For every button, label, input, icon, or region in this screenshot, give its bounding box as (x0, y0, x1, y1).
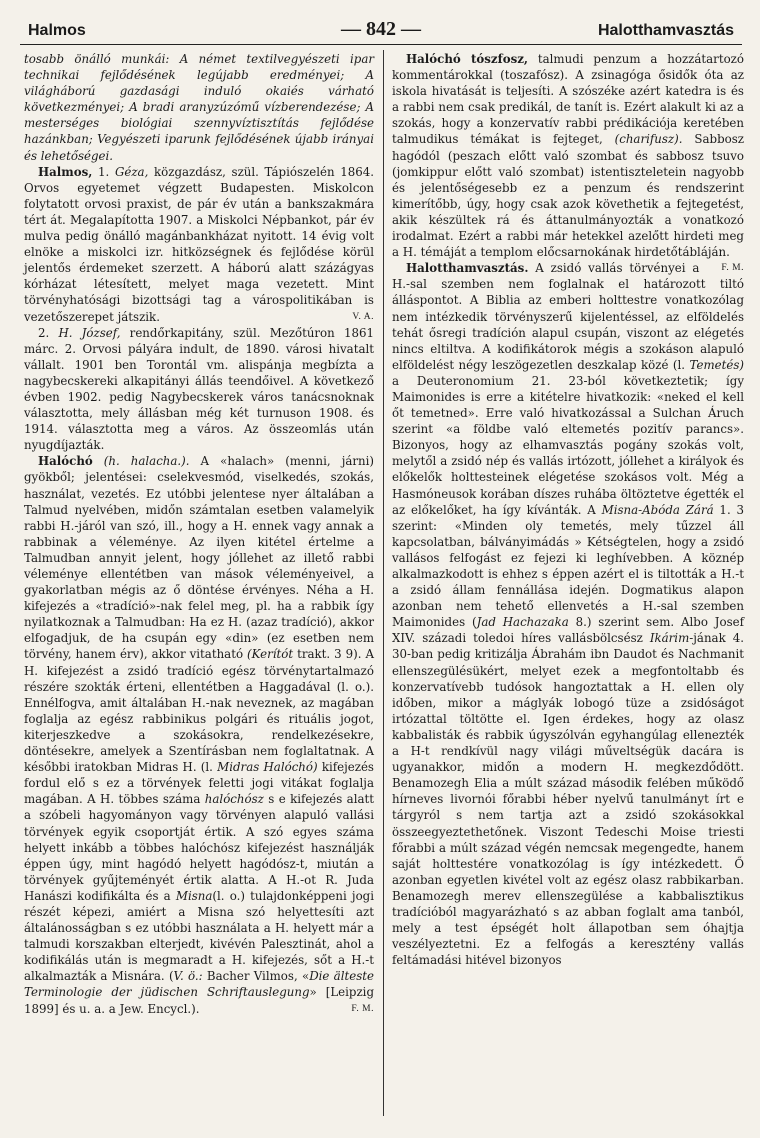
term: (charifusz). (614, 132, 683, 147)
book-title: Ikárim (649, 631, 690, 646)
entry-text: trakt. 3 9). A H. kifejezést a zsidó tradíció egész törvénytartalmazó részére szokták érteni, ellentétben a Haggadával (l. o.). Ennélfogva, amit általában H.-nak neveznek, az magában foglalja az egész rabbinikus polgári és rituális jogot, kiterjeszkedve a szokásokra, rendelkezésekre, döntésekre, amelyek a Szentírásban nem foglaltatnak. A későbbi iratokban Midras H. (l. (24, 647, 375, 775)
entry-text: Sabbosz hagódól (peszach előtt való szombat és sabbosz tsuvo (jomkippur előtt való szombat) istentiszteletein nagyobb és jelentőségesebb ez a penzum és rendszerint kimerítőbb, úgy, hogy csak azok követhetik a fejtegetést, akik készültek rá és áttanulmányozták a vonatkozó irodalmat. Ezért a rabbi már hetekkel azelőtt hirdeti meg a H. témáját a templom előcsarnokának hirdetőtábláján. (392, 132, 744, 260)
left-column (24, 51, 374, 1017)
entry-text: közgazdász, szül. Tápiószelén 1864. Orvos egyetemet végzett Budapesten. Miskolcon folytatott orvosi praxist, de pár év után a bankszakmára tért át. Megalapította 1907. a Miskolci Népbankot, pár év mulva pedig önálló magánbankházat nyitott. 14 évig volt elnöke a miskolci izr. hitközségnek és fejlődése körül jelentős érdemeket szerzett. A háború alatt százágyas kórházat létesített, melyet maga vezetett. Mint törvényhatósági bizottsági tag a várospolitikában is vezetőszerepet játszik. (24, 164, 374, 324)
author-signature: F. M. (351, 1003, 374, 1014)
entry-text: talmudi penzum a hozzátartozó kommentárokkal (toszafósz). A zsinagóga ősidők óta az iskola hivatását is teljesíti. A szószéke azért katedra is és a rabbi nem csak predikál, de tanít is. Ezért alakult ki az a szokás, hogy a konzervatív rabbi prédikációja keretében talmudikus témákat is fejteget, (392, 52, 744, 147)
reference: Jad Hachazaka (476, 615, 569, 630)
entry-text: A zsidó vallás törvényei a H.-sal szemben nem foglalnak el határozott tiltó álláspontot. A Biblia az emberi holttestre vonatkozólag nem intézkedik törvényszerű kijelentéssel, az elföldelés tehát ősregi tradíción alapul csupán, viszont az elégetés nincs eltiltva. A kodifikátorok mégis a szokáson alapuló elföldelést négy leszögezetlen deszkalap közé (l. (392, 261, 744, 372)
entry-halmos-geza (24, 164, 374, 325)
header-left-headword: Halmos (28, 22, 86, 39)
person-name: H. József, (58, 325, 121, 340)
headword: Halóchó (38, 454, 93, 469)
entry-halotthamvasztas (392, 260, 744, 968)
headword: Halmos, (38, 164, 93, 179)
headword: Halotthamvasztás. (406, 261, 529, 276)
header-rule (20, 44, 742, 45)
entry-text: kifejezés fordul elő s ez a törvények feletti jogi vitákat foglalja magában. A H. többes száma (24, 760, 374, 807)
see-also: V. ö.: (173, 969, 203, 984)
book-title: Die älteste Terminologie der jüdischen Schriftauslegung (24, 969, 374, 1000)
entry-text: 1. (92, 164, 115, 179)
author-signature: F. M. (721, 263, 744, 274)
entry-text: (l. o.) tulajdonképpeni jogi részét képezi, amiért a Misna szó helyettesíti azt általánosságban s ez utóbbi használata a H. helyett már a talmudi korszakban elterjedt, kivévén Palesztinát, ahol a kodifikálás után is megmaradt a H. kifejezés, sőt a H.-t alkalmazták a Misnára. ( (24, 888, 374, 984)
entry-text: 1. 3 szerint: «Minden oly temetés, mely tűzzel áll kapcsolatban, bálványimádás » Kétségtelen, hogy a zsidó vallásos felfogást ez fejezi ki leghívebben. A köznép alkalmazkodott is ehhez s éppen azért el is tiltották a H.-t a zsidó állam fennállása idején. Dogmatikus alapon azonban nem tehető ellenvetés a H.-sal szemben Maimonides ( (392, 502, 745, 630)
headword: Halóchó tószfosz, (406, 52, 529, 66)
reference: (Kerítót (247, 647, 294, 662)
entry-halocho (24, 453, 374, 1016)
reference: Misna-Abóda Zárá (601, 502, 714, 517)
entry-text: -jának 4. 30-ban pedig kritizálja Ábrahám ibn Daudot és Nachmanit ellenszegülésükért, melyet ezek a megfontoltabb és konzervatívebb tudósok hangoztattak a H. ellen oly időben, mikor a máglyák lobogó tüze a zsidóságot irtózattal töltötte el. Igen érdekes, hogy az olasz kabbalisták és rabbik úgyszólván egyhangúlag ellenezték a H-t rendkívül nagy világi műveltségük dacára is ugyanakkor, midőn a modern H. megkezdődött. Benamozegh Elia a múlt század második felében működő hírneves livornói főrabbi héber nyelvű tanulmányt írt e tárgyról s nem tartja azt a zsidó szokásokkal összeegyeztethetőnek. Viszont Tedeschi Moise triesti főrabbi a múlt század végén nemcsak megengedte, hanem saját holttestére vonatkozólag is így intézkedett. Ő azonban egyetlen kivétel volt az egész olasz rabbikarban. Benamozegh merev ellenszegülése a kabbalisztikus tradícióból magyarázható s az abban foglalt ama tanból, mely a test épségét holt állapotban sem óhajtja veszélyeztetni. Ez a felfogás a keresztény vallás feltámadási hitével bizonyos (392, 631, 744, 968)
right-column (392, 51, 744, 968)
entry-text: 8.) szerint sem. Albo Josef XIV. századi toledoi híres vallásbölcsész (392, 615, 745, 646)
term: Misna (175, 888, 213, 903)
entry-text: Bacher Vilmos, « (202, 969, 310, 984)
entry-continuation (24, 51, 374, 164)
entry-halmos-jozsef (24, 325, 374, 454)
page-number: — 842 — (341, 18, 421, 40)
entry-text: rendőrkapitány, szül. Mezőtúron 1861 márc. 2. Orvosi pályára indult, de 1890. városi hivatalt vállalt. 1901 ben Torontál vm. alispánja megbízta a nagybecskereki alkapitányi állás teendőivel. A következő évben 1902. pedig Nagybecskerek város tanácsnoknak választotta, mely állásban még két turnuson 1908. és 1914. választotta meg a város. Az összeomlás után nyugdíjazták. (24, 325, 374, 453)
entry-text: s e kifejezés alatt a szóbeli hagyományon vagy törvényen alapuló vallási törvények egyik csoportját értik. A szó egyes száma helyett inkább a többes halóchósz kifejezést használják éppen úgy, mint hagódó helyett hagódósz-t, miután a törvények gyűjteményét értik alatta. A H.-ot R. Juda Hanászi kodifikálta és a (24, 792, 375, 903)
column-divider (383, 50, 384, 1116)
person-name: Géza, (114, 164, 149, 179)
entry-text: » [Leipzig 1899] és u. a. a Jew. Encycl.). (24, 985, 375, 1016)
cross-reference: Temetés) (689, 357, 744, 372)
term: halóchósz (204, 792, 264, 807)
entry-text: A «halach» (menni, járni) gyökből; jelentései: cselekvesmód, viselkedés, szokás, használat, vezetés. Ez utóbbi jelentese nyer általában a Talmud nyelvében, midőn számtalan esetben valamelyik rabbi H.-járól van szó, ill., hogy a H. ennek vagy annak a rabbinak a véleménye. Az ilyen kitétel értelme a Talmudban annyit jelent, hogy jóllehet az illető rabbi véleménye ellentétben van mások véleményeivel, a gyakorlatban mégis az ő döntése érvényes. Néha a H. kifejezés a «tradíció»-nak felel meg, pl. ha a rabbik így nyilatkoznak a Talmudban: Ha ez H. (azaz tradíció), akkor elfogadjuk, de ha csupán egy «din» (ez esetben nem törvény, hanem érv), akkor vitatható (24, 454, 374, 662)
header-right-headword: Halotthamvasztás (597, 22, 734, 39)
etymology: (h. halacha.). (92, 454, 190, 469)
cross-reference: Midras Halóchó) (217, 760, 318, 775)
entry-text: a Deuteronomium 21. 23-ból következtetik; így Maimonides is erre a kitételre hivatkozik: «neked el kell őt temetned». Erre való hivatkozással a Sulchan Áruch szerint «a földbe való eltemetés pozitív parancs». Bizonyos, hogy az elhamvasztás pogány szokás volt, melytől a zsidó nép és vallás irtózott, jóllehet a királyok és előkelők holttesteinek elégetése szokásos volt. Még a Hasmóneusok korában díszes ruhába öltöztetve égették el az előkelőket, ha így kívánták. A (392, 373, 744, 517)
author-signature: V. A. (352, 311, 374, 322)
work-titles: tosabb önálló munkái: A német textilvegyészeti ipar technikai fejlődésének legújabb eredményei; A világháború gazdasági induló okaiés várható következményei; A bradi aranyzúzómű vízberendezése; A mesterséges biológiai szennyvíztisztítás fejlődése hazánkban; Vegyészeti iparunk fejlődésének újabb irányai és lehetőségei. (24, 52, 374, 163)
entry-number: 2. (38, 325, 59, 340)
page-header (28, 16, 734, 44)
